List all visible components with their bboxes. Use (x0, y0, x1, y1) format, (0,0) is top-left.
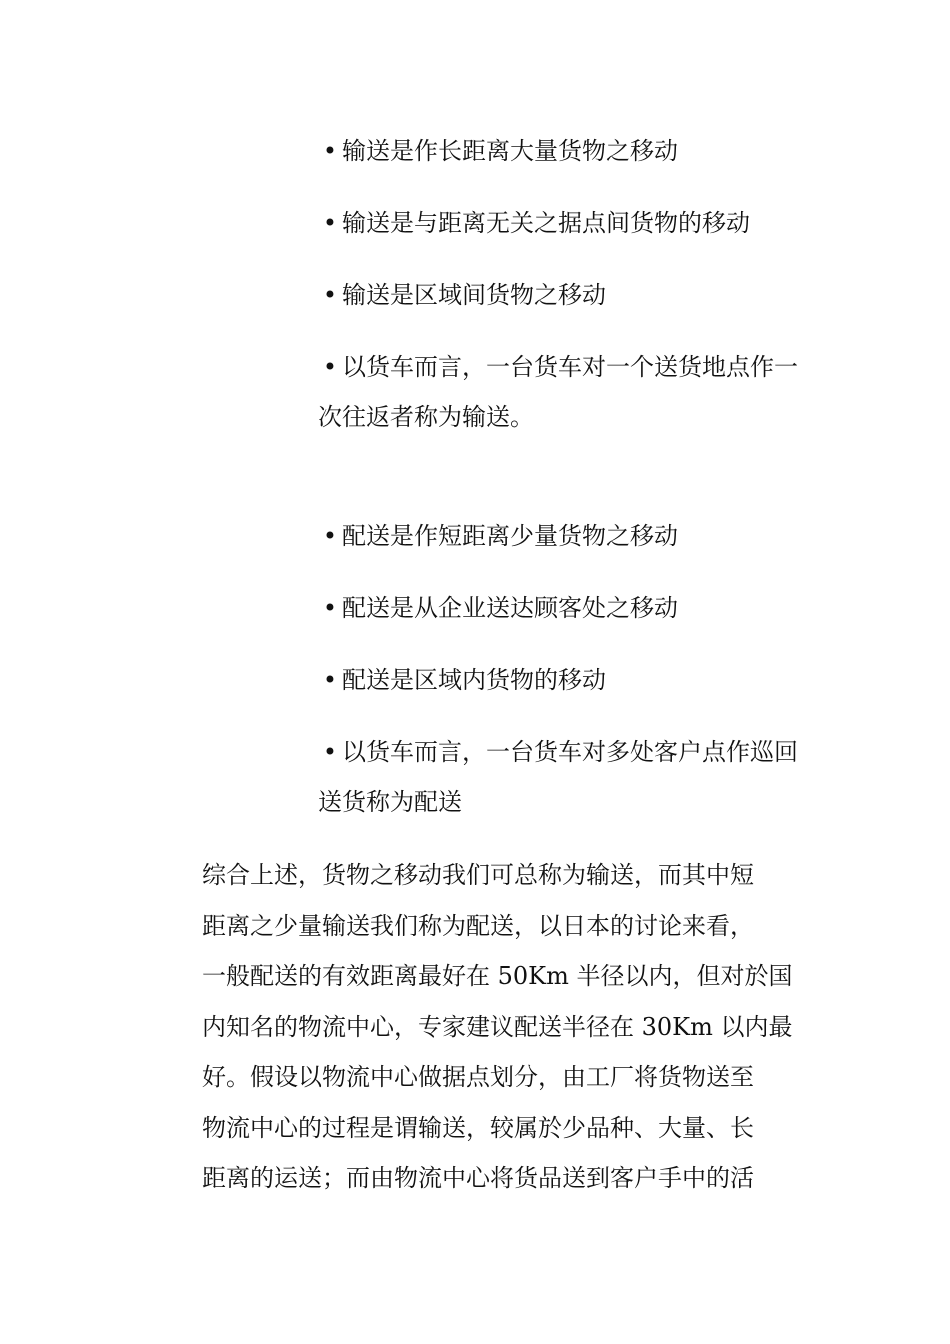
bullet-icon: • (322, 281, 338, 309)
transport-bullet-list (318, 126, 808, 464)
summary-line: 一般配送的有效距离最好在 50Km 半径以内，但对於国 (202, 962, 793, 990)
summary-paragraph (202, 850, 802, 1204)
list-item: • 输送是作长距离大量货物之移动 (318, 126, 808, 176)
delivery-bullet-list (318, 511, 808, 849)
list-item: • 以货车而言，一台货车对一个送货地点作一次往返者称为输送。 (318, 342, 808, 442)
summary-line: 距离之少量输送我们称为配送，以日本的讨论来看， (202, 911, 754, 940)
bullet-icon: • (322, 666, 338, 694)
summary-line: 综合上述，货物之移动我们可总称为输送，而其中短 (202, 861, 754, 889)
bullet-icon: • (322, 738, 338, 766)
bullet-icon: • (322, 594, 338, 622)
bullet-icon: • (322, 522, 338, 550)
bullet-icon: • (322, 209, 338, 237)
summary-line: 内知名的物流中心，专家建议配送半径在 30Km 以内最 (202, 1012, 793, 1041)
summary-line: 物流中心的过程是谓输送，较属於少品种、大量、长 (202, 1113, 754, 1142)
bullet-icon: • (322, 353, 338, 381)
list-item: • 输送是与距离无关之据点间货物的移动 (318, 198, 808, 248)
list-item: • 配送是区域内货物的移动 (318, 655, 808, 705)
summary-line: 好。假设以物流中心做据点划分，由工厂将货物送至 (202, 1063, 754, 1091)
list-item: • 配送是作短距离少量货物之移动 (318, 511, 808, 561)
list-item: • 输送是区域间货物之移动 (318, 270, 808, 320)
summary-line: 距离的运送；而由物流中心将货品送到客户手中的活 (202, 1164, 754, 1192)
bullet-icon: • (322, 137, 338, 165)
list-item: • 以货车而言，一台货车对多处客户点作巡回送货称为配送 (318, 727, 808, 827)
list-item: • 配送是从企业送达顾客处之移动 (318, 583, 808, 633)
